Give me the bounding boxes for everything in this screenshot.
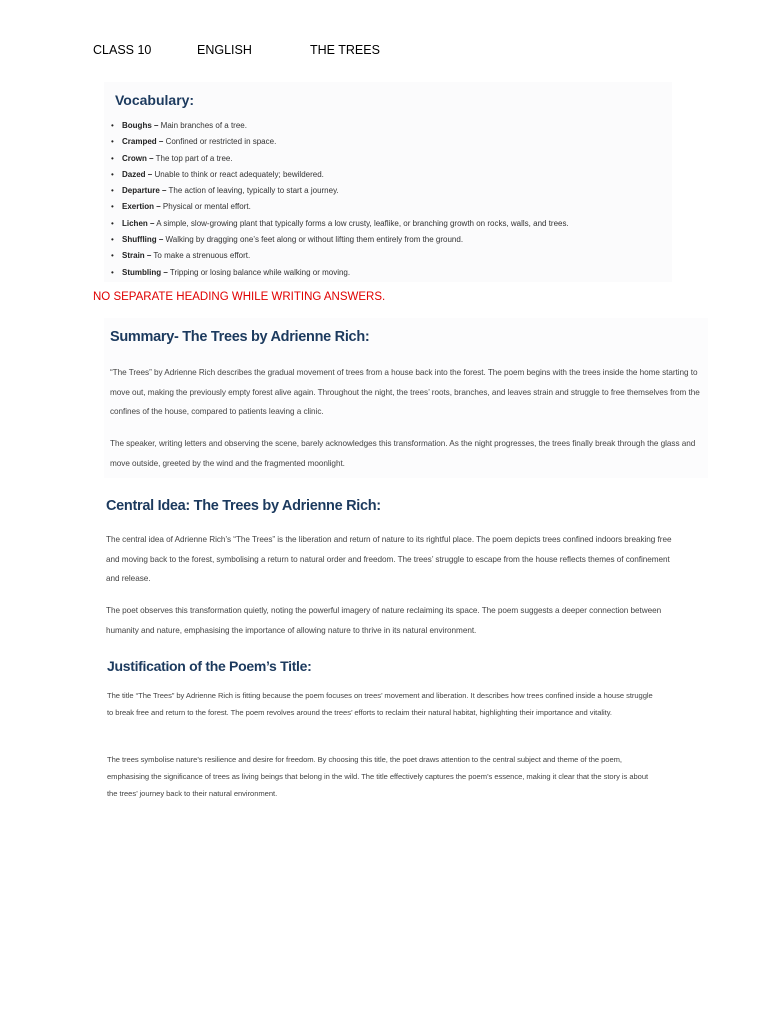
- vocab-item: [110, 183, 680, 199]
- vocab-term: Dazed –: [122, 169, 153, 179]
- vocab-term: Strain –: [122, 251, 152, 261]
- vocab-term: Departure –: [122, 186, 167, 196]
- justification-paragraph-2: The trees symbolise nature’s resilience and desire for freedom. By choosing this title, the poet draws attention to the central subject and theme of the poem, emphasising the significance of trees as living beings that belong in the wild. The title effectively captures the poem’s essence, making it clear that the story is about the trees’ journey back to their natural environment.: [107, 755, 649, 799]
- chapter-label: THE TREES: [310, 43, 380, 57]
- summary-paragraph-2: The speaker, writing letters and observing the scene, barely acknowledges this transformation. As the night progresses, the trees finally break through the glass and move outside, greeted by the wind and the fragmented moonlight.: [110, 439, 696, 468]
- justification-heading: Justification of the Poem’s Title:: [107, 658, 312, 674]
- vocab-term: Lichen –: [122, 218, 155, 228]
- central-idea-paragraph-2: The poet observes this transformation quietly, noting the powerful imagery of nature reclaiming its space. The poem suggests a deeper connection between humanity and nature, emphasising the importance of allowing nature to thrive in its natural environment.: [106, 606, 662, 635]
- vocab-item: [110, 134, 680, 150]
- vocab-item: [110, 265, 680, 281]
- class-label: CLASS 10: [93, 43, 152, 57]
- instruction-note: NO SEPARATE HEADING WHILE WRITING ANSWERS.: [93, 291, 386, 303]
- vocab-term: Exertion –: [122, 202, 161, 212]
- vocab-definition: To make a strenuous effort.: [151, 251, 251, 261]
- vocab-item: [110, 199, 680, 215]
- summary-paragraph-1: “The Trees” by Adrienne Rich describes the gradual movement of trees from a house back into the forest. The poem begins with the trees inside the home starting to move out, making the previously empty forest alive again. Throughout the night, the trees’ roots, branches, and leaves strain and struggle to free themselves from the confines of the house, compared to patients leaving a clinic.: [110, 368, 700, 416]
- vocab-definition: Walking by dragging one’s feet along or without lifting them entirely from the ground.: [163, 235, 464, 245]
- vocab-definition: The action of leaving, typically to start a journey.: [166, 186, 339, 196]
- vocab-term: Cramped –: [122, 137, 164, 147]
- vocab-definition: Physical or mental effort.: [160, 202, 251, 212]
- vocab-item: [110, 232, 680, 248]
- vocab-item: [110, 216, 680, 232]
- justification-paragraph-1: The title “The Trees” by Adrienne Rich is fitting because the poem focuses on trees’ movement and liberation. It describes how trees confined inside a house struggle to break free and return to the forest. The poem revolves around the trees’ efforts to reclaim their natural habitat, highlighting their importance and vitality.: [107, 691, 653, 718]
- vocab-definition: Main branches of a tree.: [158, 121, 247, 130]
- central-idea-paragraph-1: The central idea of Adrienne Rich’s “The Trees” is the liberation and return of nature to its rightful place. The poem depicts trees confined indoors breaking free and moving back to the forest, symbolising a return to natural order and freedom. The trees’ struggle to escape from the house reflects themes of confinement and release.: [106, 535, 672, 583]
- vocab-definition: Confined or restricted in space.: [163, 137, 277, 147]
- vocab-item: [110, 167, 680, 183]
- vocab-term: Shuffling –: [122, 235, 164, 245]
- vocab-definition: Unable to think or react adequately; bewildered.: [152, 169, 324, 179]
- vocab-definition: The top part of a tree.: [153, 153, 233, 163]
- vocab-term: Stumbling –: [122, 267, 168, 277]
- vocab-definition: A simple, slow-growing plant that typically forms a low crusty, leaflike, or branching growth on rocks, walls, and trees.: [154, 218, 569, 228]
- vocab-item: [110, 151, 680, 167]
- vocabulary-heading: Vocabulary:: [115, 92, 195, 108]
- summary-heading: Summary- The Trees by Adrienne Rich:: [110, 329, 370, 345]
- vocab-definition: Tripping or losing balance while walking or moving.: [167, 267, 351, 277]
- vocab-term: Boughs –: [122, 121, 159, 130]
- vocab-item: [110, 118, 680, 134]
- vocab-item: [110, 248, 680, 264]
- vocab-term: Crown –: [122, 153, 154, 163]
- central-idea-heading: Central Idea: The Trees by Adrienne Rich:: [106, 498, 381, 514]
- subject-label: ENGLISH: [197, 43, 252, 57]
- vocabulary-list: [110, 118, 680, 281]
